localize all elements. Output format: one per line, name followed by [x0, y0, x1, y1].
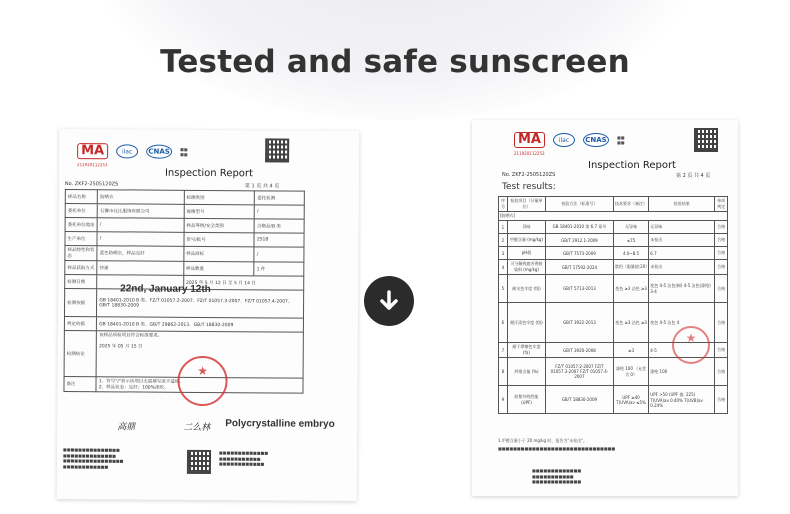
table-row [499, 234, 728, 247]
table-cell: GB/T 5713-2013 [546, 275, 614, 303]
table-cell: 3 [499, 247, 508, 260]
table-cell: GB/T 7573-2009 [546, 247, 614, 260]
page-headline: Tested and safe sunscreen [160, 44, 630, 80]
official-seal-stamp [177, 356, 227, 406]
table-cell: 变色 ≥3 沾色 ≥3 [613, 303, 648, 343]
certification-logos [514, 128, 625, 152]
testing-logo-icon: ■■ ■■ [617, 135, 625, 145]
issue-date: 2025 年 05 月 15 日 [98, 344, 143, 350]
testing-logo-icon: ■■ ■■ [180, 146, 188, 157]
table-cell: 变色 ≥3 沾色 ≥3 [613, 275, 648, 303]
ilac-logo-icon: ilac [553, 133, 575, 147]
table-cell: 耐汗渍色牢度 (级) [507, 303, 545, 343]
cert-number: 211920112253 [514, 151, 545, 156]
table-cell: 4.0~8.5 [613, 247, 648, 260]
qr-code-icon [265, 138, 289, 162]
seal-star-icon: ★ [685, 331, 697, 345]
table-cell: 涤纶 100 [649, 358, 715, 386]
table-cell: GB/T 2912.1-2009 [546, 234, 614, 247]
table-row [499, 386, 728, 414]
table-cell: 无异味 [613, 221, 648, 234]
table-cell: 变色 4-5 沾色(棉) 4-5 沾色(涤纶) 3-4 [649, 275, 715, 303]
table-footnote: 1.甲醛含量小于 20 mg/kg 时，报告为"未检出"。 [498, 438, 588, 443]
table-cell: 合格 [715, 275, 728, 303]
table-cell: 合格 [715, 343, 728, 358]
table-cell: GB/T 3922-2013 [546, 303, 614, 343]
sample-info-table: 样品名称 防晒衣 检测类别 委托检测 委托单位 石狮市比比服饰有限公司 规格型号 / 委托单位地址 / 样品等级/安全类别 合格品/B 类 生产单位 / 货号/批号 2518 样品特性和状态 蓝色防晒衣，样品完好 样品商标 / 样品获取方式 快递 样品数量 1 件 检测日期 2025 年 5 月 12 日 至 5 月 14 日 检测依据 GB 18401-2010 B 类、FZ/T 01057.2-2007、FZ/T 01057.3-2007、FZ/T 01057.4-2007、GB/T 18830-2009 判定依据 GB 18401-2010 B 类、GB/T 29862-2013、GB/T 18830-2009 检测结论 该样品所检项目符合标准要求。 2025 年 05 月 15 日 备注 1、符号"/"表示该项目无需填写或不适用。 2、样品状态：完好；100%涤纶。 [63, 189, 304, 394]
table-cell: 甲醛含量 (mg/kg) [507, 234, 545, 247]
polycrystalline-caption: Polycrystalline embryo [225, 418, 335, 430]
table-cell: 5 [499, 275, 508, 303]
table-cell: 变色 4-5 沾色 4 [649, 303, 715, 343]
sample-date: 2025 年 5 月 12 日 至 5 月 14 日 [183, 275, 303, 290]
cnas-logo-icon: CNAS [583, 133, 609, 147]
date-overlay-caption: 22nd, January 12th [120, 283, 211, 296]
table-cell: 异味 [507, 221, 545, 234]
table-cell: 无异味 [649, 221, 715, 234]
report-number: No. ZKF2-2505120ZS [502, 172, 556, 178]
table-cell: 合格 [715, 260, 728, 275]
cnas-logo-icon: CNAS [146, 145, 172, 159]
lab-address: ■■■■■■■■■■■■■ ■■■■■■■■■■■ ■■■■■■■■■■■■ [218, 450, 269, 467]
signature-approver: 高鼎 [117, 422, 136, 433]
cma-logo-icon: MA [514, 132, 545, 148]
qr-code-icon [694, 128, 718, 152]
column-header: 检验方法（标准号） [546, 197, 614, 212]
page-number: 第 2 页 共 4 页 [676, 173, 711, 179]
table-cell: 合格 [715, 386, 728, 414]
table-cell: UPF >50 (UPF 值: 225) T(UVA)av 0.40% T(UVB)av 0.24% [649, 386, 715, 414]
certification-logos [77, 139, 188, 164]
table-cell: 合格 [715, 221, 728, 234]
table-cell: 可分解致癌芳香胺染料 (mg/kg) [507, 260, 545, 275]
table-cell: 耐干摩擦色牢度 (级) [507, 343, 545, 358]
table-cell: 7 [499, 343, 508, 358]
table-cell: pH值 [507, 247, 545, 260]
lab-address: ■■■■■■■■■■■■■ ■■■■■■■■■■■ ■■■■■■■■■■■■■ [532, 468, 582, 484]
page-number: 第 1 页 共 4 页 [244, 183, 280, 190]
table-cell: 4 [499, 260, 508, 275]
ilac-logo-icon: ilac [116, 144, 138, 158]
table-cell: 合格 [715, 358, 728, 386]
section-row: [防晒衣] [499, 212, 728, 221]
table-cell: ≥3 [613, 343, 648, 358]
report-title: Inspection Report [164, 167, 254, 180]
table-cell: 未检出 [649, 234, 715, 247]
table-row [499, 275, 728, 303]
judgement-basis: GB 18401-2010 B 类、GB/T 29862-2013、GB/T 18830-2009 [97, 317, 304, 332]
table-cell: 4-5 [649, 343, 715, 358]
table-footnote-2: ■■■■■■■■■■■■■■■■■■■■■■■■■■■■■■■ [498, 446, 616, 451]
column-header: 序号 [499, 197, 508, 212]
table-cell: 6.7 [649, 247, 715, 260]
inspection-report-page-1 [57, 129, 360, 501]
inspection-report-page-2 [472, 120, 738, 496]
table-cell: 1 [499, 221, 508, 234]
table-cell: GB/T 18830-2009 [546, 386, 614, 414]
table-cell: FZ/T 01057.2-2007 FZ/T 01057.3-2007 FZ/T 01057.4-2007 [546, 358, 614, 386]
table-cell: 合格 [715, 234, 728, 247]
table-cell: 8 [499, 358, 508, 386]
column-header: 检验结果 [649, 197, 715, 212]
table-cell: 9 [499, 386, 508, 414]
arrow-down-circle-icon [364, 276, 414, 326]
table-cell: 纤维含量 (%) [507, 358, 545, 386]
table-cell: 防紫外线性能 (UPF) [507, 386, 545, 414]
table-cell: 2 [499, 234, 508, 247]
cma-logo-icon: MA [77, 143, 108, 159]
test-results-heading: Test results: [502, 182, 556, 192]
cert-number: 211920112253 [77, 162, 108, 168]
table-cell: GB 18401-2010 第 6.7 章节 [546, 221, 614, 234]
table-cell: 合格 [715, 303, 728, 343]
note-2: 2、样品状态：完好；100%涤纶。 [98, 385, 169, 391]
table-row [499, 247, 728, 260]
table-cell: GB/T 3920-2008 [546, 343, 614, 358]
footer-qr-code-icon [187, 450, 211, 474]
table-cell: GB/T 17592-2024 [546, 260, 614, 275]
table-cell: 未检出 [649, 260, 715, 275]
table-cell: 合格 [715, 247, 728, 260]
table-cell: 6 [499, 303, 508, 343]
note-1: 1、符号"/"表示该项目无需填写或不适用。 [98, 379, 184, 385]
test-results-table [498, 196, 728, 414]
column-header: 单项判定 [715, 197, 728, 212]
signature-reviewer: 二么林 [183, 422, 211, 434]
standard-basis: GB 18401-2010 B 类、FZ/T 01057.2-2007、FZ/T 01057.3-2007、FZ/T 01057.4-2007、GB/T 18830-2009 [97, 289, 304, 318]
column-header: 技术要求（备注） [613, 197, 648, 212]
report-footnotes: ■■■■■■■■■■■■■■■ ■■■■■■■■■■■■■■ ■■■■■■■■■■■■■■■■ ■■■■■■■■■■■■ [62, 446, 124, 469]
table-row [499, 260, 728, 275]
report-number: No. ZKF2-2505120ZS [64, 180, 119, 188]
seal-star-icon: ★ [197, 363, 209, 379]
table-cell: 禁用（限量值:20） [613, 260, 648, 275]
table-cell: 耐水色牢度 (级) [507, 275, 545, 303]
table-cell: 涤纶 100 （允差为 0） [613, 358, 648, 386]
table-header-row [499, 197, 728, 212]
report-title: Inspection Report [588, 160, 676, 171]
table-row [499, 221, 728, 234]
table-cell: ≤75 [613, 234, 648, 247]
table-cell: UPF ≥40 T(UVA)av ≤5% [613, 386, 648, 414]
column-header: 检验项目（计量单位） [507, 197, 545, 212]
official-seal-stamp [672, 326, 710, 364]
